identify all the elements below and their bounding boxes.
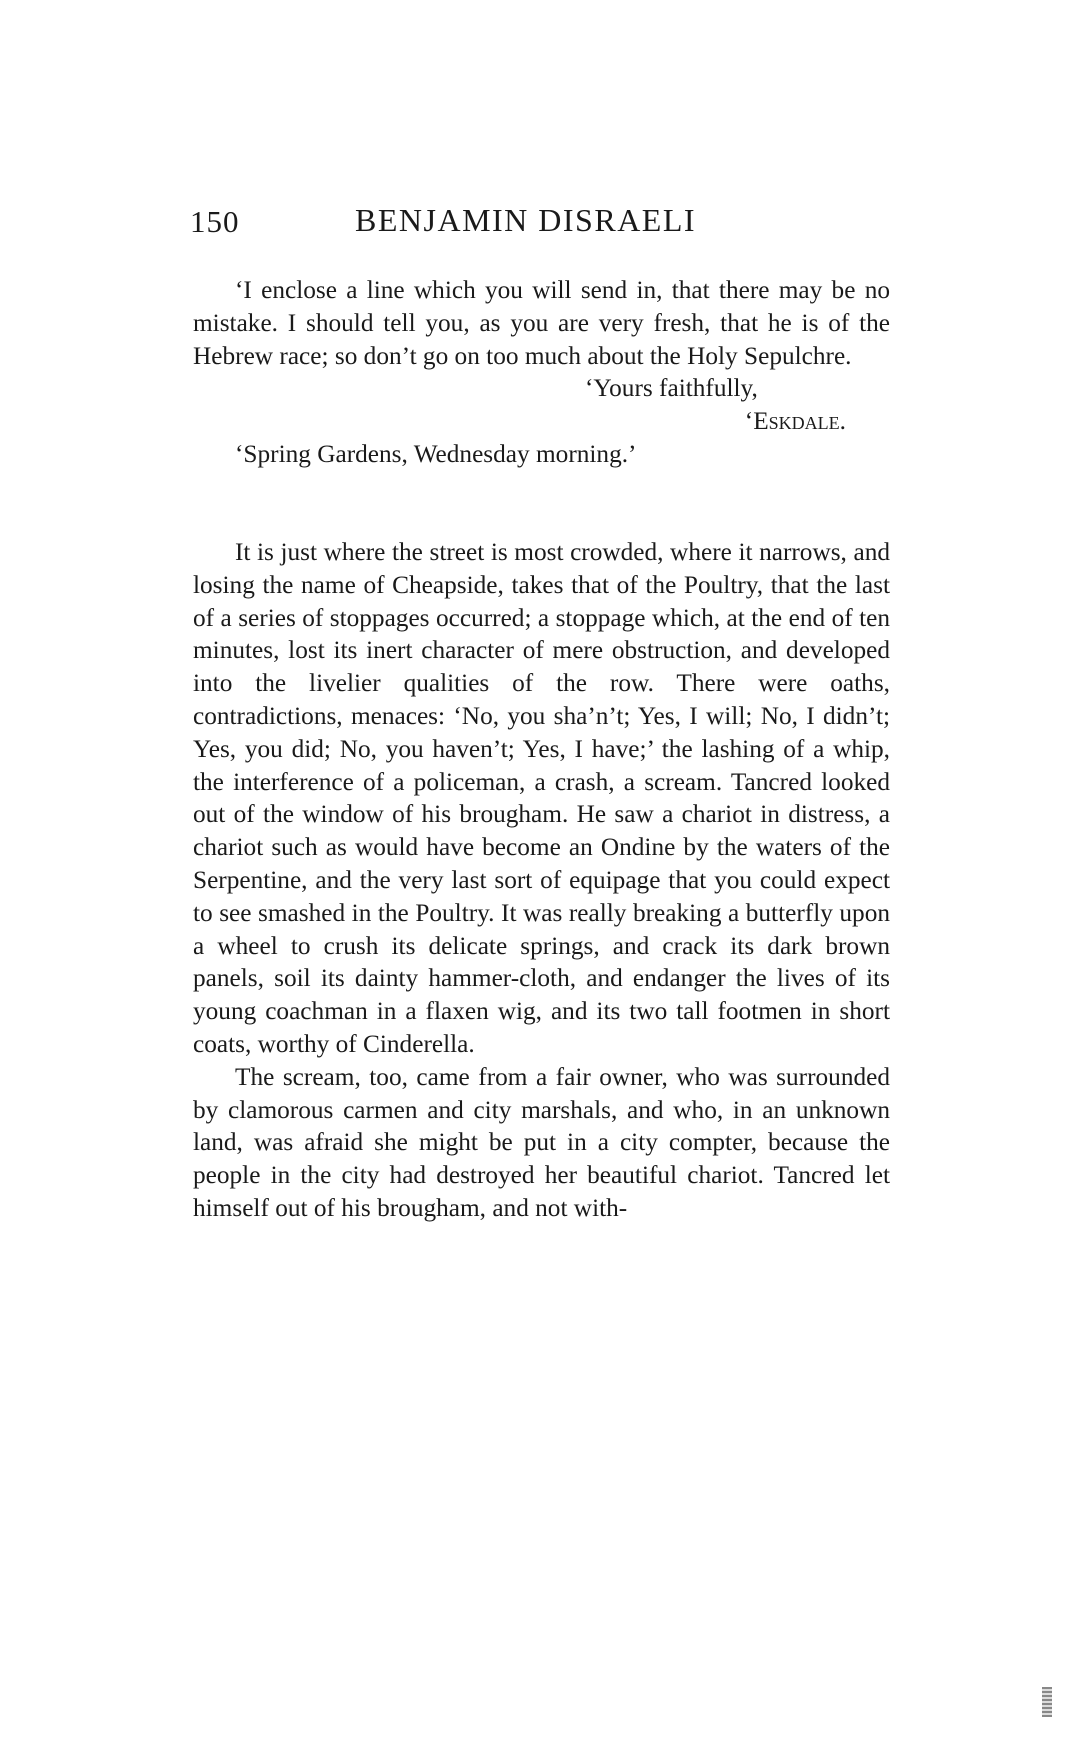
letter-body: ‘I enclose a line which you will send in, that there may be no mistake. I should tell you, as you are very fresh, that he is of the Hebrew race; so don’t go on too much about the Holy Sepulchre. <box>193 276 890 370</box>
running-header <box>190 200 896 246</box>
letter-signature: ‘Eskdale. <box>744 407 846 436</box>
scan-artifact <box>1042 1687 1052 1717</box>
letter-block <box>193 274 890 471</box>
page-number: 150 <box>190 204 240 239</box>
paragraph-2: The scream, too, came from a fair owner, who was surrounded by clamorous carmen and city marshals, and who, in an unknown land, was afraid she might be put in a city compter, because the people in the city had destroyed her beautiful chariot. Tancred let himself out of his brougham, and not with- <box>193 1062 890 1222</box>
narrative-body <box>193 536 890 1225</box>
letter-signoff: ‘Yours faithfully, <box>585 374 758 403</box>
running-title: BENJAMIN DISRAELI <box>355 202 697 238</box>
letter-dateline: ‘Spring Gardens, Wednesday morning.’ <box>235 439 637 468</box>
paragraph-1: It is just where the street is most crowded, where it narrows, and losing the name of Cheapside, takes that of the Poultry, that the last of a series of stoppages occurred; a stoppage which, at the end of ten minutes, lost its inert character of mere obstruction, and developed into the livelier qualities of the row. There were oaths, contradictions, menaces: ‘No, you sha’n’t; Yes, I will; No, I didn’t; Yes, you did; No, you haven’t; Yes, I have;’ the lashing of a whip, the interference of a policeman, a crash, a scream. Tancred looked out of the window of his brougham. He saw a chariot in distress, a chariot such as would have become an Ondine by the waters of the Serpentine, and the very last sort of equipage that you could expect to see smashed in the Poultry. It was really breaking a butterfly upon a wheel to crush its delicate springs, and crack its dark brown panels, soil its dainty hammer-cloth, and endanger the lives of its young coachman in a flaxen wig, and its two tall footmen in short coats, worthy of Cinderella. <box>193 538 890 1058</box>
